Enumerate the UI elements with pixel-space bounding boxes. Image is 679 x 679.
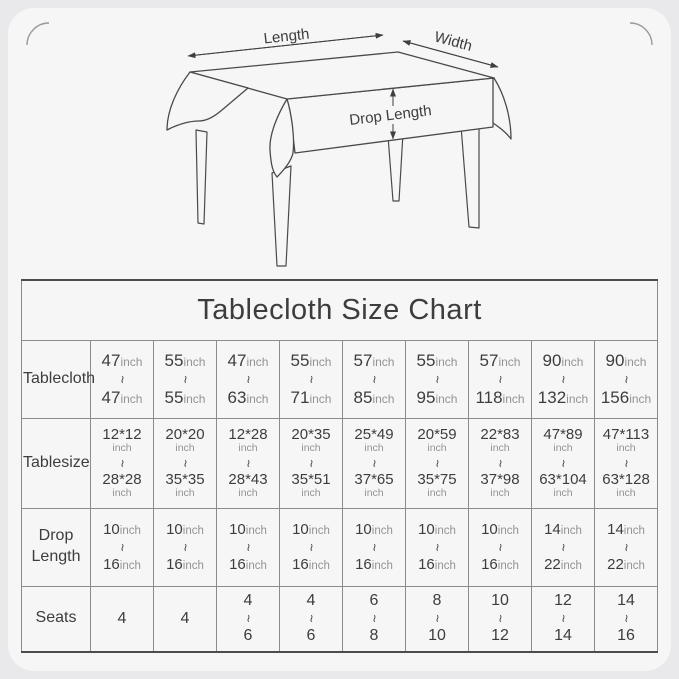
size-value: 57: [479, 350, 499, 370]
range-tilde-icon: ~: [618, 542, 635, 552]
size-value: 12: [491, 627, 509, 645]
size-unit: inch: [183, 354, 206, 369]
size-unit: inch: [435, 391, 458, 406]
row-header: Seats: [22, 586, 91, 652]
size-value: 132: [537, 387, 567, 407]
size-unit: inch: [183, 391, 206, 406]
size-cell: [595, 418, 658, 508]
size-unit: inch: [246, 391, 269, 406]
spec-row-seats: [22, 586, 658, 652]
size-cell: [595, 586, 658, 652]
size-unit: inch: [175, 487, 195, 499]
range-tilde-icon: ~: [492, 542, 509, 552]
size-value: 90: [542, 350, 562, 370]
size-value: 55: [164, 387, 184, 407]
range-tilde-icon: ~: [429, 374, 446, 384]
size-value: 16: [481, 555, 498, 573]
size-value: 47*89: [543, 425, 583, 443]
range-tilde-icon: ~: [303, 458, 320, 468]
size-value: 16: [617, 627, 635, 645]
size-unit: inch: [490, 487, 510, 499]
range-tilde-icon: ~: [240, 542, 257, 552]
size-unit: inch: [434, 559, 456, 572]
size-value: 8: [369, 627, 379, 645]
row-header: Drop Length: [22, 508, 91, 586]
size-unit: inch: [560, 559, 582, 572]
range-tilde-icon: ~: [240, 374, 257, 384]
size-value: 37*65: [354, 470, 394, 488]
drop-length-label: Drop Length: [348, 102, 433, 130]
size-unit: inch: [238, 487, 258, 499]
size-value: 22: [607, 555, 624, 573]
title-row: [22, 280, 658, 340]
size-unit: inch: [371, 559, 393, 572]
size-value: 85: [353, 387, 373, 407]
range-tilde-icon: ~: [114, 542, 131, 552]
size-cell: [217, 508, 280, 586]
size-cell: [406, 586, 469, 652]
size-unit: inch: [435, 354, 458, 369]
size-value: 95: [416, 387, 436, 407]
size-value: 20*20: [165, 425, 205, 443]
range-tilde-icon: ~: [429, 542, 446, 552]
size-unit: inch: [427, 442, 447, 455]
size-unit: inch: [623, 559, 645, 572]
size-unit: inch: [498, 354, 521, 369]
size-unit: inch: [624, 354, 647, 369]
range-tilde-icon: ~: [177, 458, 194, 468]
size-cell: [469, 418, 532, 508]
size-value: 6: [369, 592, 379, 610]
size-cell: [91, 418, 154, 508]
size-value: 28*43: [228, 470, 268, 488]
row-header: Tablecloth: [22, 340, 91, 418]
range-tilde-icon: ~: [303, 614, 320, 623]
size-cell: [469, 586, 532, 652]
size-cell: [217, 586, 280, 652]
size-value: 25*49: [354, 425, 394, 443]
range-tilde-icon: ~: [114, 374, 131, 384]
size-value: 12*12: [102, 425, 142, 443]
size-unit: inch: [246, 354, 269, 369]
size-unit: inch: [119, 524, 141, 537]
size-unit: inch: [434, 524, 456, 537]
size-cell: [406, 418, 469, 508]
size-value: 4: [243, 592, 253, 610]
size-cell: [217, 340, 280, 418]
size-cell: [343, 340, 406, 418]
size-value: 14: [617, 592, 635, 610]
size-value: 10: [481, 520, 498, 538]
tablecloth-sketch: [167, 52, 511, 177]
size-value: 10: [229, 520, 246, 538]
size-value: 4: [306, 592, 316, 610]
range-tilde-icon: ~: [240, 614, 257, 623]
size-unit: inch: [553, 487, 573, 499]
range-tilde-icon: ~: [555, 542, 572, 552]
size-cell: [154, 418, 217, 508]
size-value: 16: [103, 555, 120, 573]
size-value: 12*28: [228, 425, 268, 443]
size-cell: [343, 586, 406, 652]
size-unit: inch: [309, 354, 332, 369]
size-value: 20*35: [291, 425, 331, 443]
size-cell: [91, 340, 154, 418]
size-value: 47: [101, 350, 121, 370]
size-cell: [91, 586, 154, 652]
size-unit: inch: [245, 559, 267, 572]
size-cell: [154, 586, 217, 652]
size-value: 16: [229, 555, 246, 573]
range-tilde-icon: ~: [177, 542, 194, 552]
size-value: 118: [475, 387, 503, 407]
range-tilde-icon: ~: [492, 374, 509, 384]
size-value: 10: [166, 520, 183, 538]
size-unit: inch: [301, 442, 321, 455]
size-value: 63: [227, 387, 247, 407]
size-value: 4: [117, 609, 127, 627]
size-cell: [343, 508, 406, 586]
size-unit: inch: [502, 391, 525, 406]
size-value: 63*104: [539, 470, 587, 488]
corner-arc-left-icon: [27, 23, 49, 45]
size-cell: [91, 508, 154, 586]
size-unit: inch: [301, 487, 321, 499]
range-tilde-icon: ~: [366, 374, 383, 384]
size-cell: [532, 586, 595, 652]
width-label: Width: [432, 28, 474, 55]
size-value: 20*59: [417, 425, 457, 443]
size-unit: inch: [553, 442, 573, 455]
row-header: Tablesize: [22, 418, 91, 508]
size-unit: inch: [308, 524, 330, 537]
size-value: 10: [355, 520, 372, 538]
range-tilde-icon: ~: [555, 614, 572, 623]
range-tilde-icon: ~: [303, 542, 320, 552]
size-value: 14: [607, 520, 624, 538]
range-tilde-icon: ~: [429, 458, 446, 468]
range-tilde-icon: ~: [492, 614, 509, 623]
range-tilde-icon: ~: [492, 458, 509, 468]
spec-row-drop-length: [22, 508, 658, 586]
size-value: 6: [306, 627, 316, 645]
range-tilde-icon: ~: [555, 458, 572, 468]
size-unit: inch: [309, 391, 332, 406]
size-unit: inch: [364, 442, 384, 455]
size-value: 16: [355, 555, 372, 573]
range-tilde-icon: ~: [366, 458, 383, 468]
size-cell: [532, 418, 595, 508]
length-label: Length: [262, 25, 311, 48]
size-unit: inch: [490, 442, 510, 455]
size-value: 47: [227, 350, 247, 370]
size-cell: [532, 508, 595, 586]
size-chart-title: Tablecloth Size Chart: [22, 280, 658, 340]
size-cell: [406, 340, 469, 418]
range-tilde-icon: ~: [555, 374, 572, 384]
size-cell: [280, 418, 343, 508]
size-value: 55: [290, 350, 310, 370]
size-value: 57: [353, 350, 373, 370]
size-value: 10: [418, 520, 435, 538]
size-unit: inch: [120, 391, 143, 406]
size-unit: inch: [616, 442, 636, 455]
size-cell: [280, 340, 343, 418]
size-cell: [406, 508, 469, 586]
range-tilde-icon: ~: [366, 542, 383, 552]
size-value: 47: [101, 387, 121, 407]
size-value: 71: [290, 387, 310, 407]
size-unit: inch: [182, 559, 204, 572]
size-cell: [280, 508, 343, 586]
size-unit: inch: [372, 354, 395, 369]
size-unit: inch: [561, 354, 584, 369]
size-cell: [532, 340, 595, 418]
size-cell: [217, 418, 280, 508]
size-value: 10: [491, 592, 509, 610]
size-cell: [154, 340, 217, 418]
range-tilde-icon: ~: [618, 614, 635, 623]
size-unit: inch: [245, 524, 267, 537]
size-value: 10: [428, 627, 446, 645]
size-cell: [154, 508, 217, 586]
size-unit: inch: [560, 524, 582, 537]
spec-row-tablesize: [22, 418, 658, 508]
size-cell: [343, 418, 406, 508]
size-cell: [280, 586, 343, 652]
size-value: 55: [164, 350, 184, 370]
size-value: 28*28: [102, 470, 142, 488]
size-value: 35*51: [291, 470, 331, 488]
size-unit: inch: [372, 391, 395, 406]
size-value: 22: [544, 555, 561, 573]
size-unit: inch: [629, 391, 652, 406]
size-value: 35*75: [417, 470, 457, 488]
size-value: 16: [292, 555, 309, 573]
size-cell: [595, 508, 658, 586]
size-value: 35*35: [165, 470, 205, 488]
range-tilde-icon: ~: [366, 614, 383, 623]
size-value: 63*128: [602, 470, 650, 488]
size-unit: inch: [112, 442, 132, 455]
size-cell: [469, 508, 532, 586]
size-value: 6: [243, 627, 253, 645]
size-cell: [595, 340, 658, 418]
size-value: 156: [600, 387, 630, 407]
size-value: 16: [166, 555, 183, 573]
size-unit: inch: [119, 559, 141, 572]
size-unit: inch: [427, 487, 447, 499]
size-unit: inch: [175, 442, 195, 455]
range-tilde-icon: ~: [240, 458, 257, 468]
size-unit: inch: [120, 354, 143, 369]
range-tilde-icon: ~: [429, 614, 446, 623]
range-tilde-icon: ~: [114, 458, 131, 468]
size-value: 14: [544, 520, 561, 538]
range-tilde-icon: ~: [618, 458, 635, 468]
size-cell: [469, 340, 532, 418]
size-chart-table: [21, 279, 658, 653]
range-tilde-icon: ~: [303, 374, 320, 384]
size-value: 12: [554, 592, 572, 610]
range-tilde-icon: ~: [177, 374, 194, 384]
size-unit: inch: [497, 524, 519, 537]
size-unit: inch: [616, 487, 636, 499]
size-value: 47*113: [602, 425, 650, 443]
size-unit: inch: [238, 442, 258, 455]
size-value: 8: [432, 592, 442, 610]
size-value: 14: [554, 627, 572, 645]
size-value: 10: [103, 520, 120, 538]
size-value: 37*98: [480, 470, 520, 488]
size-unit: inch: [497, 559, 519, 572]
size-value: 55: [416, 350, 436, 370]
size-unit: inch: [112, 487, 132, 499]
size-unit: inch: [371, 524, 393, 537]
spec-row-tablecloth: [22, 340, 658, 418]
size-value: 22*83: [480, 425, 520, 443]
size-unit: inch: [623, 524, 645, 537]
size-unit: inch: [182, 524, 204, 537]
size-unit: inch: [308, 559, 330, 572]
range-tilde-icon: ~: [618, 374, 635, 384]
size-value: 4: [180, 609, 190, 627]
size-unit: inch: [364, 487, 384, 499]
size-value: 90: [605, 350, 625, 370]
size-value: 10: [292, 520, 309, 538]
size-value: 16: [418, 555, 435, 573]
table-illustration: [0, 0, 679, 279]
corner-arc-right-icon: [630, 23, 652, 45]
size-unit: inch: [566, 391, 589, 406]
